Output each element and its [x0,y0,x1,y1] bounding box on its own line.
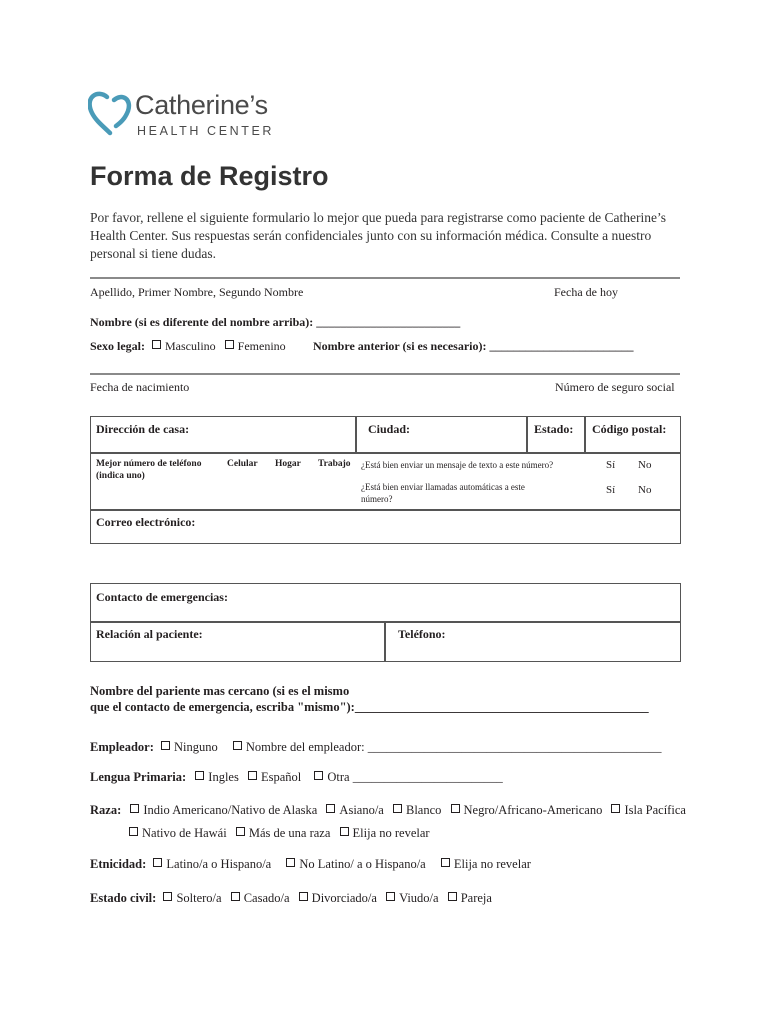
ethnicity-decline-checkbox[interactable] [441,858,450,867]
race-row-2 [129,826,430,841]
spanish-checkbox[interactable] [248,771,257,780]
call-no-option[interactable]: No [638,484,652,496]
asian-checkbox[interactable] [326,804,335,813]
widowed-checkbox[interactable] [386,892,395,901]
email-field[interactable]: Correo electrónico: [96,515,196,529]
sex-male-checkbox[interactable] [152,340,161,349]
not-latino-label: No Latino/ a o Hispano/a [299,857,426,871]
race-row-1 [90,803,686,818]
other-language-checkbox[interactable] [314,771,323,780]
pacific-checkbox[interactable] [611,804,620,813]
emergency-phone-field[interactable]: Teléfono: [398,627,446,641]
language-row [90,770,503,785]
hawaiian-checkbox[interactable] [129,827,138,836]
text-ok-question: ¿Está bien enviar un mensaje de texto a este número? [361,460,554,470]
english-label: Ingles [208,770,239,784]
latino-checkbox[interactable] [153,858,162,867]
relation-field[interactable]: Relación al paciente: [96,627,203,641]
employer-none-checkbox[interactable] [161,741,170,750]
native-american-label: Indio Americano/Nativo de Alaska [143,803,318,817]
full-name-field[interactable]: Apellido, Primer Nombre, Segundo Nombre [90,285,304,299]
city-field[interactable]: Ciudad: [368,422,411,436]
state-field[interactable]: Estado: [534,422,574,436]
latino-label: Latino/a o Hispano/a [166,857,272,871]
address-field[interactable]: Dirección de casa: [96,422,190,436]
divider [90,373,680,375]
ethnicity-label: Etnicidad: [90,857,147,871]
black-label: Negro/Africano-Americano [463,803,603,817]
divorced-label: Divorciado/a [311,891,377,905]
marital-row [90,891,492,906]
relative-label: Nombre del pariente mas cercano (si es el mismo [90,684,350,698]
sex-label: Sexo legal: [90,339,145,353]
alt-name-field[interactable]: Nombre (si es diferente del nombre arriba): ________________________ [90,315,461,329]
logo-name: Catherine’s [135,90,268,120]
ssn-field[interactable]: Número de seguro social [555,380,675,394]
english-checkbox[interactable] [195,771,204,780]
married-checkbox[interactable] [231,892,240,901]
heart-logo-icon [88,91,132,137]
employer-name-checkbox[interactable] [233,741,242,750]
partner-checkbox[interactable] [448,892,457,901]
multi-race-checkbox[interactable] [236,827,245,836]
call-ok-question: ¿Está bien enviar llamadas automáticas a este [361,482,525,492]
best-phone-label: Mejor número de teléfono [96,459,202,469]
other-language-field[interactable]: Otra ________________________ [327,770,503,784]
intro-text: Por favor, rellene el siguiente formulario lo mejor que pueda para registrarse como paciente de Catherine’s Health Center. Sus respuestas serán confidenciales junto con su información médica. Consulte a nuestro personal si tiene dudas. [90,210,666,261]
ethnicity-row [90,857,531,872]
native-american-checkbox[interactable] [130,804,139,813]
phone-type-home[interactable]: Hogar [275,459,301,469]
race-decline-label: Elija no revelar [352,826,430,840]
logo-subtitle: HEALTH CENTER [137,124,275,138]
single-label: Soltero/a [176,891,222,905]
employer-row [90,740,661,755]
zip-field[interactable]: Código postal: [592,422,667,436]
ethnicity-decline-label: Elija no revelar [453,857,531,871]
call-ok-question-cont: número? [361,494,393,504]
employer-none-label: Ninguno [174,740,218,754]
race-decline-checkbox[interactable] [340,827,349,836]
partner-label: Pareja [460,891,492,905]
black-checkbox[interactable] [451,804,460,813]
page-title: Forma de Registro [90,161,329,191]
single-checkbox[interactable] [163,892,172,901]
married-label: Casado/a [243,891,290,905]
multi-race-label: Más de una raza [248,826,331,840]
previous-name-field[interactable]: Nombre anterior (si es necesario): ________________________ [313,339,634,353]
not-latino-checkbox[interactable] [286,858,295,867]
text-yes-option[interactable]: Sí [606,459,616,471]
sex-female-checkbox[interactable] [225,340,234,349]
today-date-field[interactable]: Fecha de hoy [554,285,618,299]
divorced-checkbox[interactable] [299,892,308,901]
phone-type-work[interactable]: Trabajo [318,459,351,469]
white-label: Blanco [405,803,442,817]
relative-field[interactable]: que el contacto de emergencia, escriba "mismo"):_______________________________________________ [90,700,649,714]
sex-row [90,339,286,354]
asian-label: Asiano/a [339,803,384,817]
divider [90,277,680,279]
employer-label: Empleador: [90,740,154,754]
widowed-label: Viudo/a [399,891,439,905]
sex-male-label: Masculino [165,339,216,353]
hawaiian-label: Nativo de Hawái [142,826,227,840]
employer-name-field[interactable]: Nombre del empleador: _______________________________________________ [245,740,662,754]
best-phone-note: (indica uno) [96,471,145,481]
marital-label: Estado civil: [90,891,157,905]
race-label: Raza: [90,803,122,817]
text-no-option[interactable]: No [638,459,652,471]
pacific-label: Isla Pacífica [624,803,686,817]
white-checkbox[interactable] [393,804,402,813]
sex-female-label: Femenino [237,339,286,353]
language-label: Lengua Primaria: [90,770,187,784]
spanish-label: Español [260,770,302,784]
dob-field[interactable]: Fecha de nacimiento [90,380,190,394]
phone-type-cell[interactable]: Celular [227,459,258,469]
emergency-contact-field[interactable]: Contacto de emergencias: [96,590,228,604]
call-yes-option[interactable]: Sí [606,484,616,496]
